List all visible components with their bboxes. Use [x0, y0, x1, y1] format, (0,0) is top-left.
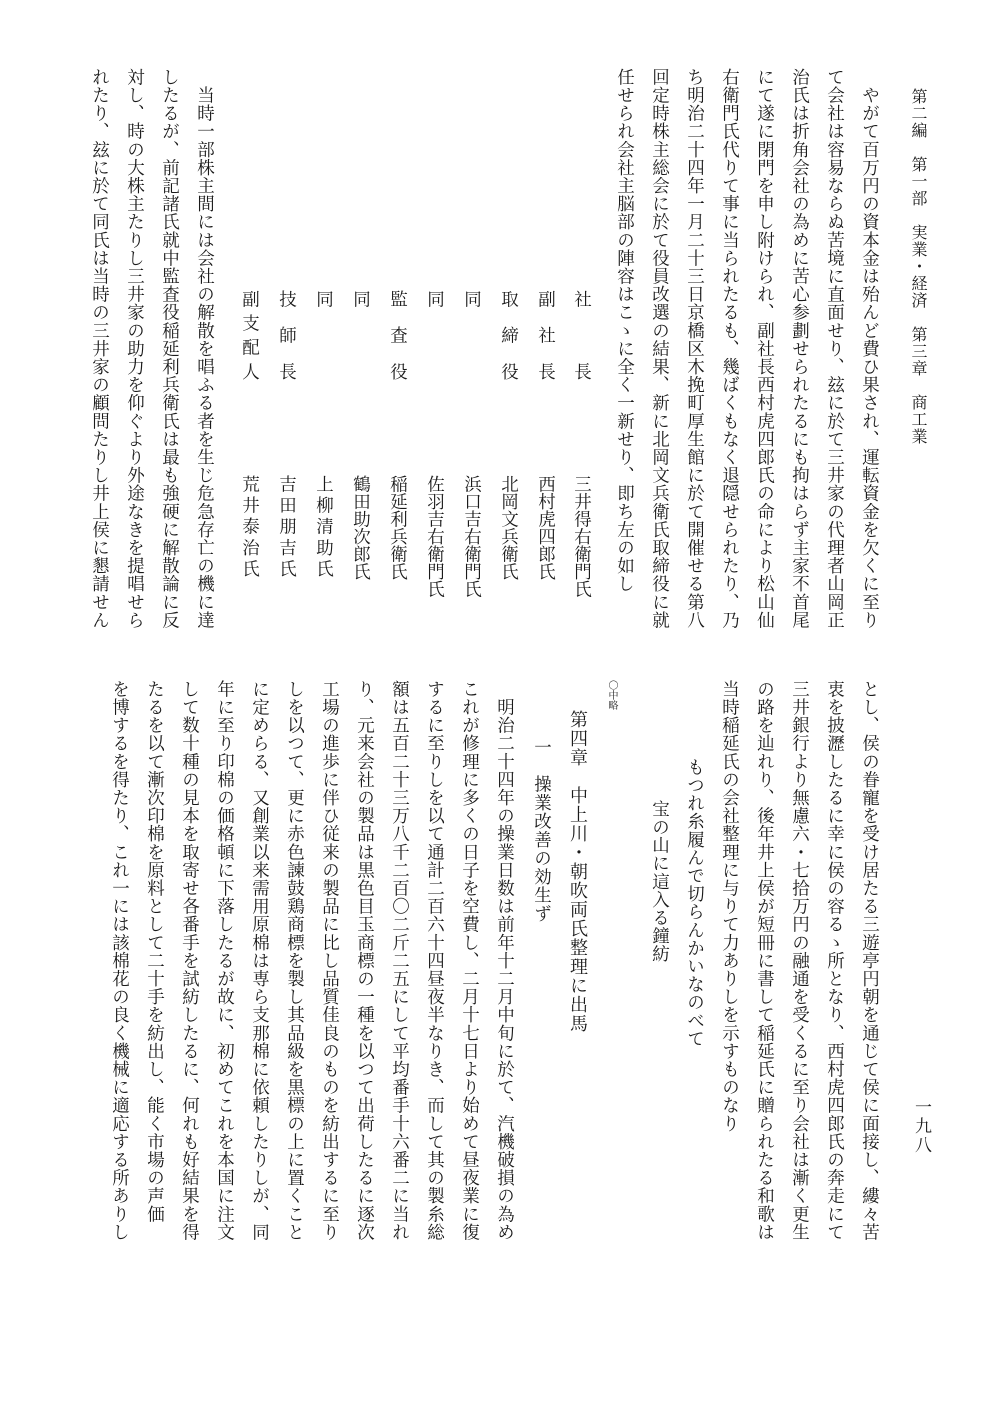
text-line: 工場の進歩に伴ひ従来の製品に比し品質佳良のものを紡出するに至り — [319, 680, 340, 1242]
text-line: しを以つて、更に赤色諫鼓鶏商標を製し其品級を黒標の上に置くこと — [284, 680, 305, 1242]
text-line: したるが、前記諸氏就中監査役稲延利兵衛氏は最も強硬に解散論に反 — [159, 68, 180, 630]
text-line: 当時一部株主間には会社の解散を唱ふる者を生じ危急存亡の機に達 — [194, 68, 215, 630]
text-line: して数十種の見本を取寄せ各番手を試紡したるに、何れも好結果を得 — [179, 680, 200, 1242]
officer-name: 荒井泰治氏 — [239, 475, 260, 577]
text-line: 明治二十四年の操業日数は前年十二月中旬に於て、汽機破損の為め — [494, 680, 515, 1242]
omission-note: 〇中略 — [606, 680, 617, 710]
officer-name: 鶴田助次郎氏 — [350, 475, 371, 580]
officer-title: 同 — [313, 290, 334, 308]
text-line: 年に至り印棉の価格頓に下落したるが故に、初めてこれを本国に注文 — [214, 680, 235, 1242]
text-line: り、元来会社の製品は黒色目玉商標の一種を以つて出荷したるに逐次 — [354, 680, 375, 1242]
officer-name: 浜口吉右衛門氏 — [461, 475, 482, 598]
text-line: たるを以て漸次印棉を原料として二十手を紡出し、能く市場の声価 — [144, 680, 165, 1223]
text-line: 右衛門氏代りて事に当られたるも、幾ばくもなく退隠せられたり、乃 — [719, 68, 740, 630]
officer-name: 西村虎四郎氏 — [535, 475, 556, 580]
officer-title: 同 — [461, 290, 482, 308]
text-line: の路を辿れり、後年井上侯が短冊に書して稲延氏に贈られたる和歌は — [754, 680, 775, 1242]
text-line: 任せられ会社主脳部の陣容はこゝに全く一新せり、即ち左の如し — [614, 68, 635, 593]
text-line: 衷を披瀝したるに幸に侯の容るゝ所となり、西村虎四郎氏の奔走にて — [824, 680, 845, 1242]
officer-title: 同 — [350, 290, 371, 308]
officer-name: 稲延利兵衛氏 — [387, 475, 408, 580]
officer-title: 副社長 — [535, 290, 556, 380]
officer-name: 上柳清助氏 — [313, 475, 334, 577]
officer-name: 吉田朋吉氏 — [276, 475, 297, 577]
poem-line: もつれ糸履んで切らんかいなのべて — [684, 758, 705, 1048]
officer-name: 三井得右衛門氏 — [571, 475, 592, 598]
text-line: 治氏は折角会社の為めに苦心参劃せられたるにも拘はらず主家不首尾 — [789, 68, 810, 630]
text-line: 回定時株主総会に於て役員改選の結果、新に北岡文兵衛氏取締役に就 — [649, 68, 670, 630]
officer-name: 佐羽吉右衛門氏 — [424, 475, 445, 598]
text-line: を博するを得たり、これ一には該棉花の良く機械に適応する所ありし — [109, 680, 130, 1242]
text-line: 当時稲延氏の会社整理に与りて力ありしを示すものなり — [719, 680, 740, 1133]
text-line: 対し、時の大株主たりし三井家の助力を仰ぐより外途なきを提唱せら — [124, 68, 145, 630]
officer-title: 監査役 — [387, 290, 408, 380]
officer-title: 同 — [424, 290, 445, 308]
officer-title: 社長 — [571, 290, 592, 380]
text-line: て会社は容易ならぬ苦境に直面せり、玆に於て三井家の代理者山岡正 — [824, 68, 845, 630]
section-title: 一 操業改善の効生ず — [531, 738, 552, 923]
chapter-title: 第四章 中上川・朝吹両氏整理に出馬 — [567, 710, 588, 1033]
text-line: 三井銀行より無慮六・七拾万円の融通を受くるに至り会社は漸く更生 — [789, 680, 810, 1242]
text-line: やがて百万円の資本金は殆んど費ひ果され、運転資金を欠くに至り — [859, 68, 880, 630]
poem-line: 宝の山に這入る鐘紡 — [649, 800, 670, 963]
text-line: とし、侯の眷寵を受け居たる三遊亭円朝を通じて侯に面接し、縷々苦 — [859, 680, 880, 1242]
text-line: に定めらる、又創業以来需用原棉は専ら支那棉に依頼したりしが、同 — [249, 680, 270, 1242]
officer-title: 取締役 — [498, 290, 519, 380]
text-line: ち明治二十四年一月二十三日京橋区木挽町厚生館に於て開催せる第八 — [684, 68, 705, 630]
text-line: にて遂に閉門を申し附けられ、副社長西村虎四郎氏の命により松山仙 — [754, 68, 775, 630]
text-line: これが修理に多くの日子を空費し、二月十七日より始めて昼夜業に復 — [459, 680, 480, 1242]
officer-title: 技師長 — [276, 290, 297, 380]
officer-title: 副支配人 — [239, 290, 260, 380]
page-number: 一九八 — [911, 1098, 931, 1155]
text-line: するに至りしを以て通計二百六十四昼夜半なりき、而して其の製糸総 — [424, 680, 445, 1242]
officer-name: 北岡文兵衛氏 — [498, 475, 519, 580]
text-line: れたり、玆に於て同氏は当時の三井家の顧問たりし井上侯に懇請せん — [89, 68, 110, 630]
running-header: 第二編 第一部 実業・経済 第三章 商工業 — [909, 88, 928, 445]
text-line: 額は五百二十三万八千二百〇二斤二五にして平均番手十六番二に当れ — [389, 680, 410, 1242]
